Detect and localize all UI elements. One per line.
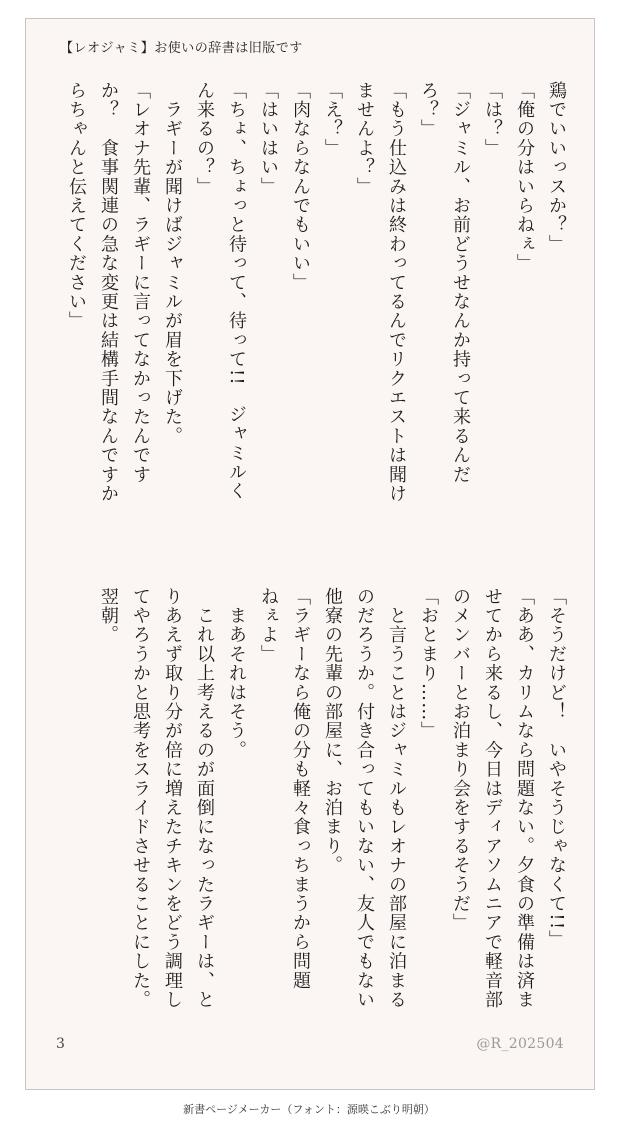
text-line: 「肉ならなんでもいい」: [290, 81, 311, 293]
text-line: てやろうかと思考をスライドさせることにした。: [130, 587, 151, 1010]
text-line: りあえず取り分が倍に増えたチキンをどう調理し: [162, 587, 183, 1010]
text-line: 鶏でいいっスか？」: [546, 81, 567, 254]
text-line: 「ああ、カリムなら問題ない。夕食の準備は済ま: [514, 587, 535, 1010]
author-handle: @R_202504: [476, 1036, 564, 1052]
upper-text-block: [60, 81, 572, 551]
text-line: まあそれはそう。: [226, 587, 247, 760]
text-line: 翌朝。: [98, 587, 119, 645]
text-line: 「もう仕込みは終わってるんでリクエストは聞け: [386, 81, 407, 504]
text-line: 「え？」: [322, 81, 343, 158]
text-line: 「ジャミル、お前どうせなんか持って来るんだ: [450, 81, 471, 485]
lower-text-block: [92, 587, 572, 1057]
text-line: のだろうか。付き合ってもいない、友人でもない: [354, 587, 375, 1010]
text-line: 「レオナ先輩、ラギーに言ってなかったんです: [130, 81, 151, 485]
text-line: 「俺の分はいらねぇ」: [514, 81, 535, 273]
text-line: か？ 食事関連の急な変更は結構手間なんですか: [98, 81, 119, 504]
text-line: のメンバーとお泊まり会をするそうだ」: [450, 587, 471, 933]
page-title: 【レオジャミ】お使いの辞書は旧版です: [60, 41, 303, 56]
text-line: 「はいはい」: [258, 81, 279, 197]
text-line: らちゃんと伝えてください」: [66, 81, 87, 331]
generator-credit: 新書ページメーカー（フォント：源暎こぶり明朝）: [183, 1103, 435, 1116]
text-line: 「そうだけど！ いやそうじゃなくて!!」: [546, 587, 567, 950]
text-line: ねぇよ」: [258, 587, 279, 664]
text-line: これ以上考えるのが面倒になったラギーは、と: [194, 587, 215, 1010]
text-line: せてから来るし、今日はディアソムニアで軽音部: [482, 587, 503, 1010]
page-number: 3: [56, 1036, 65, 1052]
text-line: 「おとまり……」: [418, 587, 439, 741]
text-line: と言うことはジャミルもレオナの部屋に泊まる: [386, 587, 407, 1010]
text-line: ラギーが聞けばジャミルが眉を下げた。: [162, 81, 183, 446]
book-page: [25, 18, 595, 1090]
text-line: 「ちょ、ちょっと待って、待って!! ジャミルく: [226, 81, 247, 502]
text-line: ろ？」: [418, 81, 439, 139]
text-line: 「ラギーなら俺の分も軽々食っちまうから問題: [290, 587, 311, 991]
text-line: 他寮の先輩の部屋に、お泊まり。: [322, 587, 343, 875]
text-line: ん来るの？」: [194, 81, 215, 197]
text-line: ませんよ？」: [354, 81, 375, 197]
text-line: 「は？」: [482, 81, 503, 158]
